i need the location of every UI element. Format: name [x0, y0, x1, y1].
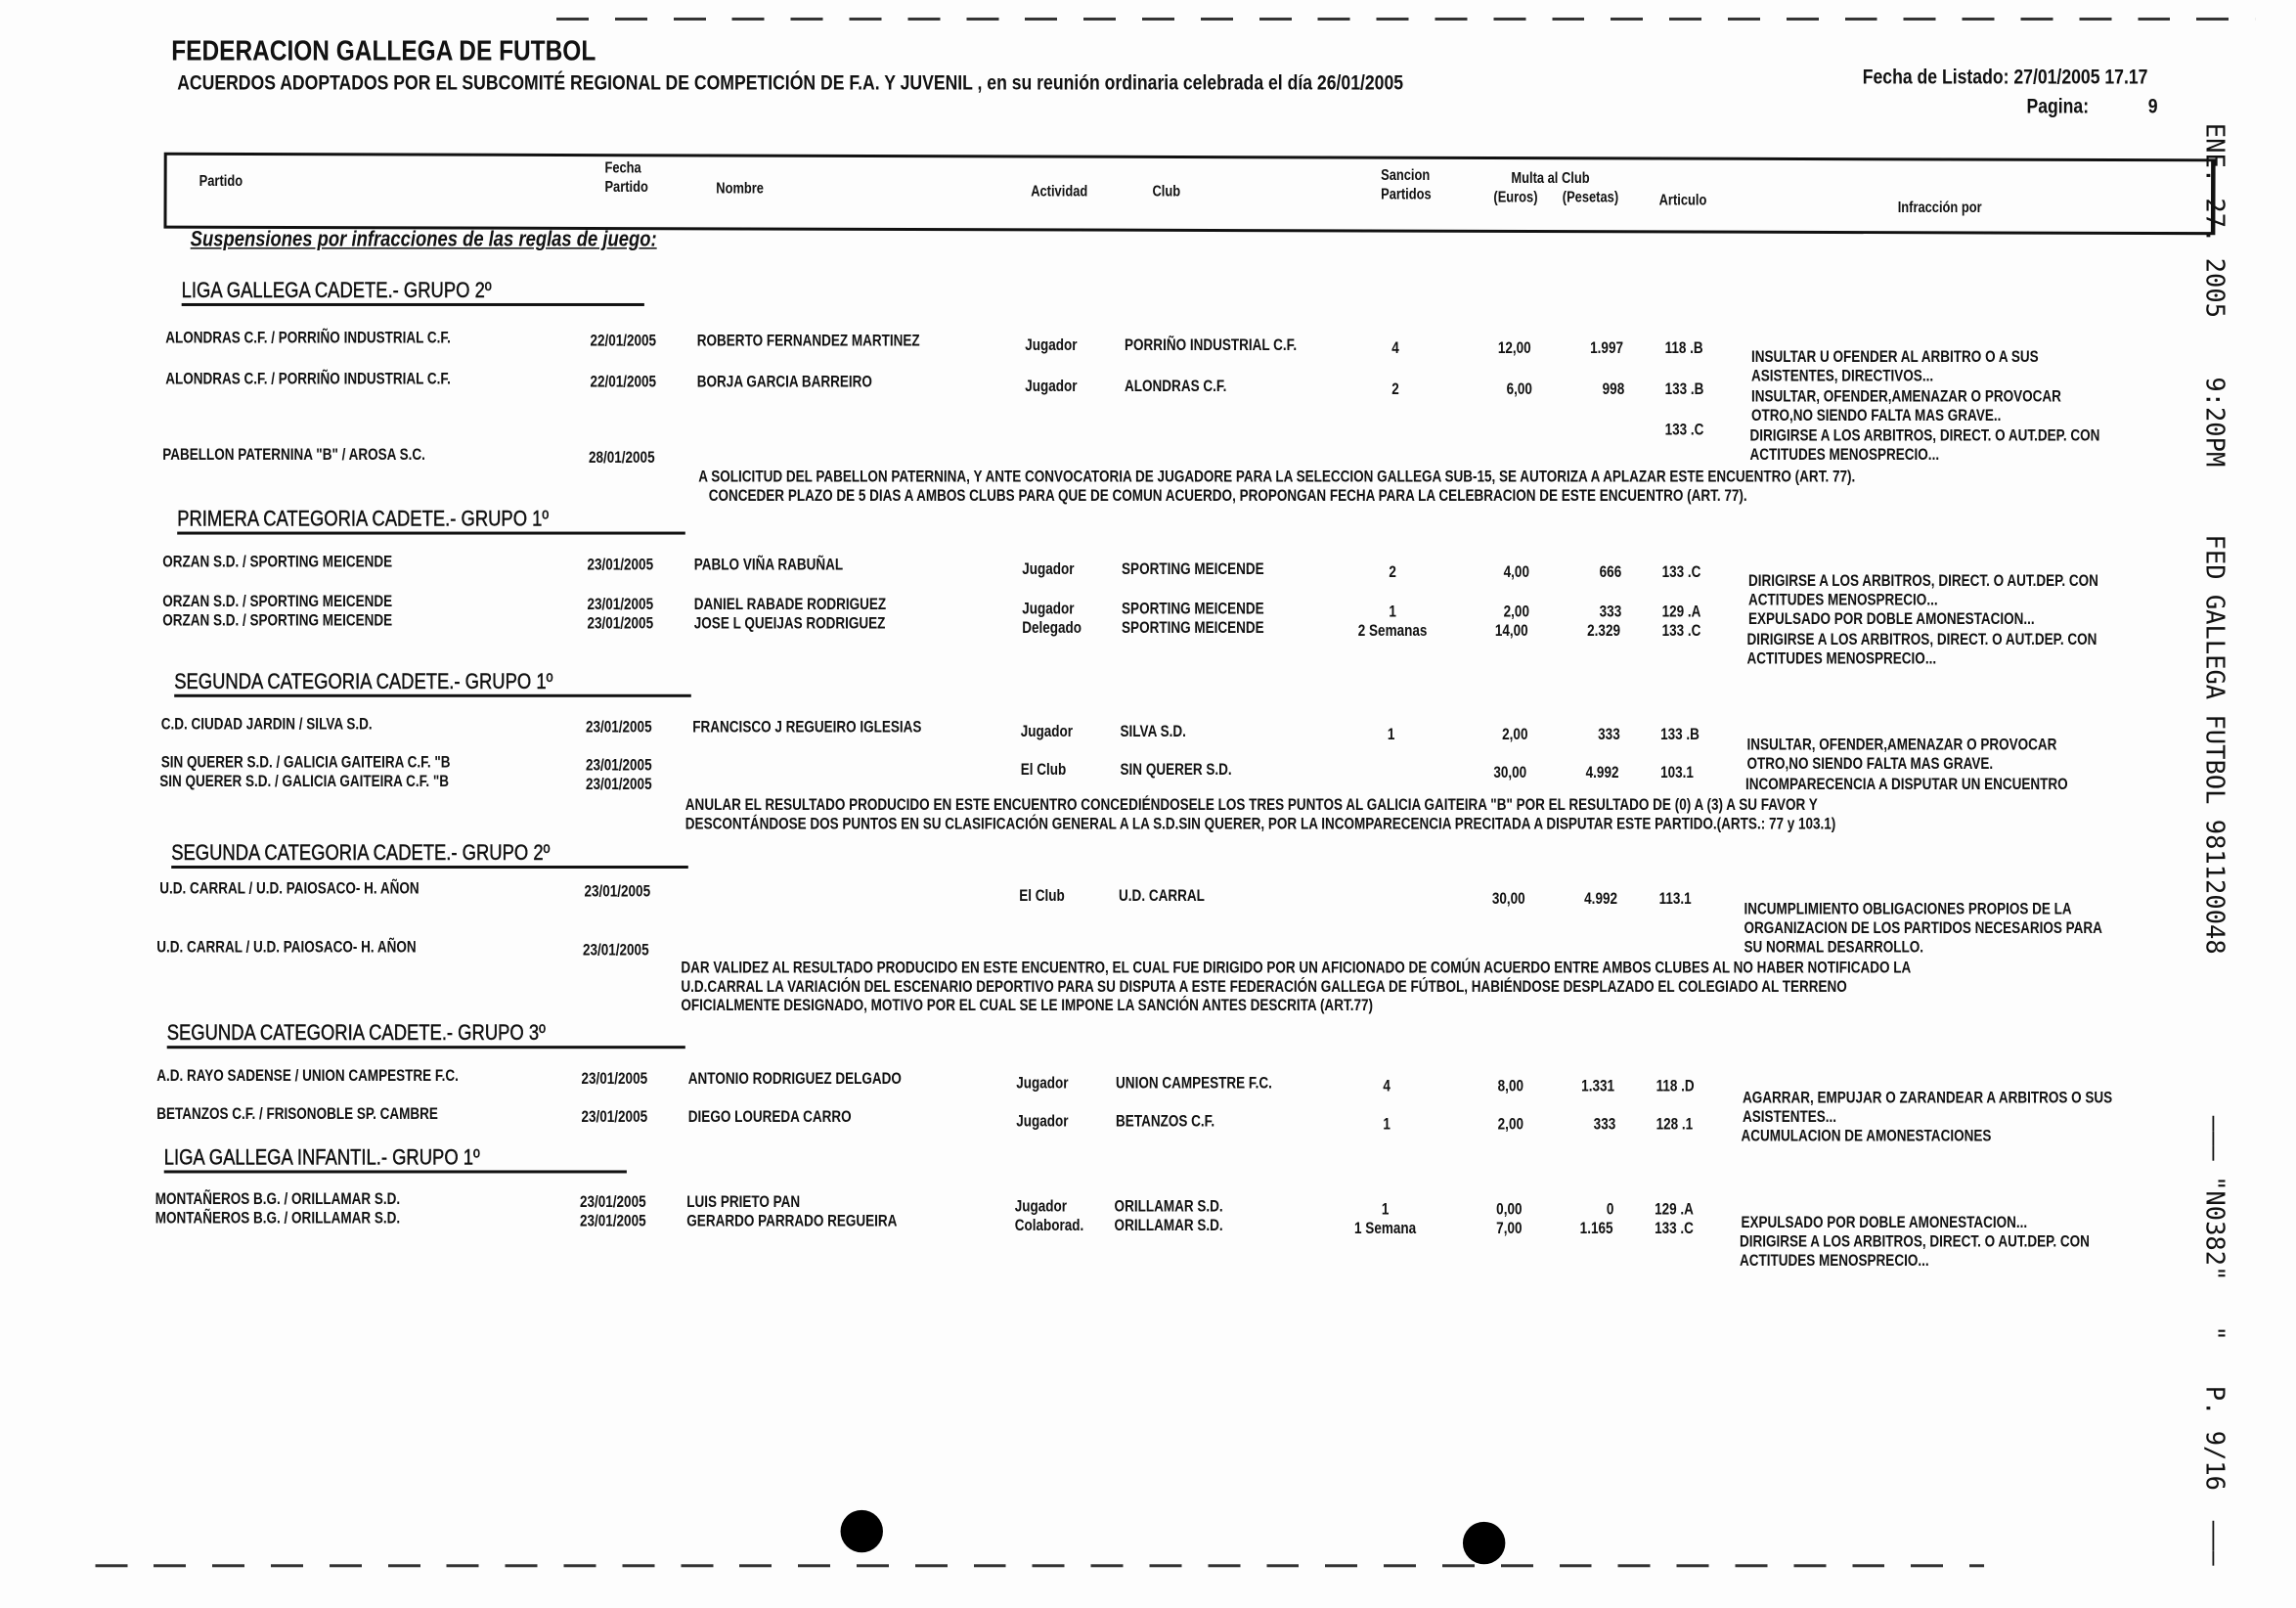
infraccion-text: ACUMULACION DE AMONESTACIONES — [1741, 1128, 1992, 1146]
pesetas-cell: 333 — [1593, 1116, 1615, 1135]
euros-cell: 2,00 — [1497, 1116, 1523, 1135]
group-heading-underline — [182, 303, 644, 305]
infraccion-text: OTRO,NO SIENDO FALTA MAS GRAVE. — [1746, 755, 1994, 774]
infraccion-text: ORGANIZACION DE LOS PARTIDOS NECESARIOS PARA — [1744, 919, 2102, 938]
fecha-cell: 23/01/2005 — [582, 941, 649, 960]
infraccion-text: ASISTENTES... — [1742, 1108, 1837, 1127]
infraccion-text: DIRIGIRSE A LOS ARBITROS, DIRECT. O AUT.DEP. CON — [1746, 631, 2097, 649]
articulo-cell: 118 .D — [1656, 1078, 1695, 1096]
fecha-cell: 23/01/2005 — [584, 882, 651, 901]
infraccion-text: INSULTAR, OFENDER,AMENAZAR O PROVOCAR — [1750, 387, 2061, 406]
infraccion-text: AGARRAR, EMPUJAR O ZARANDEAR A ARBITROS O SUS — [1742, 1090, 2113, 1108]
group-heading: LIGA GALLEGA CADETE.- GRUPO 2º — [181, 278, 492, 303]
euros-cell: 7,00 — [1495, 1220, 1522, 1238]
pesetas-cell: 998 — [1602, 380, 1624, 399]
infraccion-text: SU NORMAL DESARROLLO. — [1744, 938, 1924, 957]
fecha-cell: 23/01/2005 — [581, 1070, 648, 1089]
actividad-cell: Colaborad. — [1014, 1217, 1084, 1235]
infraccion-text: INCUMPLIMIENTO OBLIGACIONES PROPIOS DE LA — [1744, 900, 2072, 918]
group-heading: PRIMERA CATEGORIA CADETE.- GRUPO 1º — [177, 507, 550, 532]
fax-number: N0382 — [2199, 1190, 2230, 1267]
infraccion-text: ACTITUDES MENOSPRECIO... — [1749, 446, 1940, 465]
partido-cell: BETANZOS C.F. / FRISONOBLE SP. CAMBRE — [156, 1105, 438, 1124]
euros-cell: 12,00 — [1498, 339, 1532, 358]
euros-cell: 0,00 — [1495, 1200, 1522, 1219]
resolution-note-line: ANULAR EL RESULTADO PRODUCIDO EN ESTE ENCUENTRO CONCEDIÉNDOSELE LOS TRES PUNTOS AL GALICIA GAITEIRA "B" POR EL RESULTADO DE (0) A (3) A SU FAVOR Y — [684, 796, 1818, 815]
actividad-cell: Delegado — [1022, 619, 1082, 638]
infraccion-text: INSULTAR, OFENDER,AMENAZAR O PROVOCAR — [1746, 737, 2057, 755]
sancion-cell: 4 — [1383, 1078, 1391, 1096]
resolution-note-line: DAR VALIDEZ AL RESULTADO PRODUCIDO EN ESTE ENCUENTRO, EL CUAL FUE DIRIGIDO POR UN AFICIONADO DE COMÚN ACUERDO ENTRE AMBOS CLUBES AL NO HABER NOTIFICADO LA — [681, 959, 1912, 977]
nombre-cell: GERARDO PARRADO REGUEIRA — [686, 1212, 898, 1230]
infraccion-text: EXPULSADO POR DOBLE AMONESTACION... — [1741, 1214, 2028, 1232]
infraccion-text: ACTITUDES MENOSPRECIO... — [1739, 1252, 1929, 1271]
club-cell: SIN QUERER S.D. — [1120, 761, 1232, 780]
fax-time: 9:20PM — [2199, 377, 2230, 468]
euros-cell: 2,00 — [1503, 603, 1529, 621]
pesetas-cell: 1.165 — [1580, 1220, 1614, 1238]
page-number: 9 — [2147, 93, 2158, 117]
fecha-cell: 23/01/2005 — [579, 1212, 646, 1230]
infraccion-text: DIRIGIRSE A LOS ARBITROS, DIRECT. O AUT.DEP. CON — [1749, 427, 2100, 446]
resolution-note-line: A SOLICITUD DEL PABELLON PATERNINA, Y ANTE CONVOCATORIA DE JUGADORE PARA LA SELECCION GALLEGA SUB-15, SE AUTORIZA A APLAZAR ESTE ENCUENTRO (ART. 77). — [698, 469, 1856, 487]
document-title: FEDERACION GALLEGA DE FUTBOL — [171, 36, 596, 67]
fax-transmission-header — [2199, 123, 2229, 1566]
fecha-cell: 23/01/2005 — [585, 719, 652, 737]
fax-separator: ——— " — [2199, 1115, 2230, 1191]
infraccion-text: DIRIGIRSE A LOS ARBITROS, DIRECT. O AUT.DEP. CON — [1747, 572, 2098, 591]
partido-cell: A.D. RAYO SADENSE / UNION CAMPESTRE F.C. — [156, 1067, 459, 1086]
fax-page: P. 9/16 — [2199, 1385, 2230, 1492]
infraccion-text: ASISTENTES, DIRECTIVOS... — [1750, 367, 1934, 385]
fax-date: ENE. 27. 2005 — [2199, 122, 2230, 319]
actividad-cell: El Club — [1019, 887, 1065, 906]
group-heading: SEGUNDA CATEGORIA CADETE.- GRUPO 1º — [174, 669, 553, 694]
fecha-cell: 23/01/2005 — [581, 1108, 648, 1127]
col-header-pesetas: (Pesetas) — [1562, 189, 1619, 207]
club-cell: SPORTING MEICENDE — [1122, 600, 1264, 618]
document-subtitle: ACUERDOS ADOPTADOS POR EL SUBCOMITÉ REGIONAL DE COMPETICIÓN DE F.A. Y JUVENIL , en su reunión ordinaria celebrada el día 26/01/2005 — [177, 69, 1404, 94]
actividad-cell: Jugador — [1025, 336, 1078, 355]
club-cell: ORILLAMAR S.D. — [1114, 1197, 1223, 1216]
col-header-sancion: Sancion — [1381, 166, 1431, 185]
fax-separator: ——— — [2199, 1505, 2230, 1566]
club-cell: SPORTING MEICENDE — [1122, 560, 1264, 579]
articulo-cell: 133 .B — [1660, 726, 1700, 744]
col-header-infraccion: Infracción por — [1897, 199, 1982, 217]
partido-cell: PABELLON PATERNINA "B" / AROSA S.C. — [162, 446, 425, 465]
scan-edge-dashes-bottom — [95, 1564, 1984, 1566]
articulo-cell: 133 .C — [1664, 422, 1704, 440]
col-header-partido: Partido — [199, 172, 243, 191]
pesetas-cell: 1.997 — [1590, 339, 1624, 358]
sancion-cell: 1 Semana — [1354, 1220, 1417, 1238]
euros-cell: 6,00 — [1506, 380, 1532, 399]
sancion-cell: 2 Semanas — [1357, 622, 1428, 641]
col-header-sancion-partidos: Partidos — [1381, 186, 1432, 204]
col-header-club: Club — [1152, 183, 1181, 201]
group-heading: LIGA GALLEGA INFANTIL.- GRUPO 1º — [163, 1145, 480, 1171]
fecha-cell: 23/01/2005 — [585, 757, 652, 776]
resolution-note-line: OFICIALMENTE DESIGNADO, MOTIVO POR EL CUAL SE LE IMPONE LA SANCIÓN ANTES DESCRITA (ART.77) — [681, 997, 1373, 1015]
listing-date: Fecha de Listado: 27/01/2005 17.17 — [1862, 64, 2148, 88]
partido-cell: ORZAN S.D. / SPORTING MEICENDE — [162, 611, 393, 630]
nombre-cell: LUIS PRIETO PAN — [686, 1193, 801, 1212]
sancion-cell: 1 — [1381, 1200, 1390, 1219]
sancion-cell: 1 — [1387, 726, 1395, 744]
fecha-cell: 23/01/2005 — [587, 557, 654, 575]
nombre-cell: PABLO VIÑA RABUÑAL — [693, 557, 844, 575]
partido-cell: ALONDRAS C.F. / PORRIÑO INDUSTRIAL C.F. — [165, 329, 451, 347]
club-cell: SPORTING MEICENDE — [1122, 619, 1264, 638]
col-header-actividad: Actividad — [1031, 183, 1088, 201]
fecha-cell: 22/01/2005 — [590, 332, 657, 350]
partido-cell: SIN QUERER S.D. / GALICIA GAITEIRA C.F. "B — [159, 773, 450, 791]
actividad-cell: Jugador — [1022, 560, 1075, 579]
club-cell: ORILLAMAR S.D. — [1114, 1217, 1223, 1235]
actividad-cell: Jugador — [1025, 378, 1078, 396]
euros-cell: 8,00 — [1497, 1078, 1523, 1096]
articulo-cell: 128 .1 — [1656, 1116, 1694, 1135]
fecha-cell: 23/01/2005 — [587, 614, 654, 633]
fecha-cell: 28/01/2005 — [588, 449, 655, 468]
euros-cell: 30,00 — [1492, 890, 1526, 909]
partido-cell: ORZAN S.D. / SPORTING MEICENDE — [162, 554, 393, 572]
group-heading-underline — [167, 1046, 685, 1048]
sancion-cell: 1 — [1383, 1116, 1391, 1135]
resolution-note-line: U.D.CARRAL LA VARIACIÓN DEL ESCENARIO DEPORTIVO PARA SU DISPUTA A ESTE FEDERACIÓN GALLEGA DE FÚTBOL, HABIÉNDOSE DESPLAZADO EL COLEGIADO AL TERRENO — [681, 978, 1847, 997]
actividad-cell: Jugador — [1016, 1113, 1069, 1132]
nombre-cell: JOSE L QUEIJAS RODRIGUEZ — [693, 614, 886, 633]
pesetas-cell: 333 — [1597, 726, 1620, 744]
sancion-cell: 4 — [1391, 339, 1399, 358]
resolution-note-line: DESCONTÁNDOSE DOS PUNTOS EN SU CLASIFICACIÓN GENERAL A LA S.D.SIN QUERER, POR LA INCOMPARECENCIA PRECITADA A DISPUTAR ESTE PARTIDO.(ARTS.: 77 y 103.1) — [684, 816, 1836, 834]
actividad-cell: Jugador — [1022, 600, 1075, 618]
fecha-cell: 23/01/2005 — [579, 1193, 646, 1212]
infraccion-text: ACTITUDES MENOSPRECIO... — [1746, 649, 1937, 668]
group-heading-underline — [164, 1170, 627, 1172]
col-header-articulo: Articulo — [1658, 192, 1707, 210]
partido-cell: MONTAÑEROS B.G. / ORILLAMAR S.D. — [155, 1209, 401, 1228]
nombre-cell: BORJA GARCIA BARREIRO — [696, 373, 872, 391]
group-heading: SEGUNDA CATEGORIA CADETE.- GRUPO 3º — [166, 1020, 546, 1047]
pesetas-cell: 4.992 — [1584, 890, 1618, 909]
fecha-cell: 23/01/2005 — [585, 776, 652, 794]
articulo-cell: 129 .A — [1655, 1200, 1694, 1219]
actividad-cell: Jugador — [1016, 1075, 1069, 1094]
page-label: Pagina: — [2026, 93, 2090, 117]
articulo-cell: 113.1 — [1658, 890, 1692, 909]
articulo-cell: 133 .B — [1664, 380, 1704, 399]
nombre-cell: FRANCISCO J REGUEIRO IGLESIAS — [692, 719, 922, 737]
articulo-cell: 133 .C — [1661, 563, 1701, 582]
club-cell: BETANZOS C.F. — [1116, 1113, 1215, 1132]
club-cell: U.D. CARRAL — [1119, 887, 1205, 906]
nombre-cell: ROBERTO FERNANDEZ MARTINEZ — [696, 332, 920, 350]
euros-cell: 2,00 — [1501, 726, 1527, 744]
fecha-cell: 22/01/2005 — [590, 373, 657, 391]
nombre-cell: DIEGO LOUREDA CARRO — [687, 1108, 852, 1127]
articulo-cell: 133 .C — [1661, 622, 1701, 641]
club-cell: PORRIÑO INDUSTRIAL C.F. — [1125, 336, 1298, 355]
fax-separator: " " — [2199, 1266, 2230, 1371]
col-header-euros: (Euros) — [1493, 189, 1538, 207]
euros-cell: 4,00 — [1503, 563, 1529, 582]
nombre-cell: DANIEL RABADE RODRIGUEZ — [693, 596, 887, 614]
club-cell: ALONDRAS C.F. — [1125, 378, 1227, 396]
partido-cell: U.D. CARRAL / U.D. PAIOSACO- H. AÑON — [159, 879, 419, 898]
partido-cell: MONTAÑEROS B.G. / ORILLAMAR S.D. — [155, 1190, 401, 1209]
articulo-cell: 133 .C — [1655, 1220, 1694, 1238]
pesetas-cell: 2.329 — [1587, 622, 1621, 641]
col-header-fecha: Fecha — [604, 159, 641, 178]
partido-cell: SIN QUERER S.D. / GALICIA GAITEIRA C.F. "B — [160, 754, 451, 773]
sancion-cell: 2 — [1389, 563, 1396, 582]
fecha-cell: 23/01/2005 — [587, 596, 654, 614]
resolution-note-line: CONCEDER PLAZO DE 5 DIAS A AMBOS CLUBS PARA QUE DE COMUN ACUERDO, PROPONGAN FECHA PARA LA CELEBRACION DE ESTE ENCUENTRO (ART. 77). — [708, 487, 1747, 506]
euros-cell: 30,00 — [1494, 764, 1527, 782]
club-cell: UNION CAMPESTRE F.C. — [1116, 1075, 1272, 1094]
col-header-fecha-partido: Partido — [604, 178, 648, 197]
fax-sender: FED GALLEGA FUTBOL 981120048 — [2199, 534, 2230, 955]
partido-cell: ALONDRAS C.F. / PORRIÑO INDUSTRIAL C.F. — [165, 370, 451, 388]
group-heading-underline — [171, 866, 688, 868]
partido-cell: U.D. CARRAL / U.D. PAIOSACO- H. AÑON — [156, 938, 417, 957]
sancion-cell: 2 — [1391, 380, 1399, 399]
pesetas-cell: 1.331 — [1581, 1078, 1615, 1096]
pesetas-cell: 4.992 — [1586, 764, 1620, 782]
col-header-nombre: Nombre — [716, 180, 764, 199]
pesetas-cell: 666 — [1599, 563, 1621, 582]
punch-hole-mark — [841, 1510, 883, 1552]
scan-edge-dashes-top — [556, 18, 2255, 20]
articulo-cell: 103.1 — [1660, 764, 1694, 782]
articulo-cell: 129 .A — [1661, 603, 1701, 621]
club-cell: SILVA S.D. — [1120, 723, 1186, 741]
group-heading-underline — [177, 532, 685, 534]
sancion-cell: 1 — [1389, 603, 1396, 621]
nombre-cell: ANTONIO RODRIGUEZ DELGADO — [687, 1070, 902, 1089]
articulo-cell: 118 .B — [1664, 339, 1703, 358]
infraccion-text: DIRIGIRSE A LOS ARBITROS, DIRECT. O AUT.DEP. CON — [1739, 1232, 2090, 1251]
actividad-cell: Jugador — [1020, 723, 1074, 741]
infraccion-text: EXPULSADO POR DOBLE AMONESTACION... — [1747, 610, 2035, 629]
table-header-box — [163, 153, 2215, 235]
euros-cell: 14,00 — [1495, 622, 1529, 641]
infraccion-text: OTRO,NO SIENDO FALTA MAS GRAVE.. — [1750, 407, 2002, 425]
actividad-cell: Jugador — [1014, 1197, 1068, 1216]
pesetas-cell: 333 — [1599, 603, 1621, 621]
pesetas-cell: 0 — [1606, 1200, 1614, 1219]
group-heading: SEGUNDA CATEGORIA CADETE.- GRUPO 2º — [171, 840, 551, 866]
group-heading-underline — [174, 694, 691, 696]
infraccion-text: INCOMPARECENCIA A DISPUTAR UN ENCUENTRO — [1744, 776, 2068, 794]
section-heading: Suspensiones por infracciones de las reglas de juego: — [190, 227, 657, 252]
col-header-multa: Multa al Club — [1511, 169, 1590, 188]
partido-cell: ORZAN S.D. / SPORTING MEICENDE — [162, 593, 393, 611]
infraccion-text: INSULTAR U OFENDER AL ARBITRO O A SUS — [1750, 348, 2039, 367]
partido-cell: C.D. CIUDAD JARDIN / SILVA S.D. — [160, 716, 373, 735]
punch-hole-mark — [1463, 1522, 1505, 1564]
actividad-cell: El Club — [1020, 761, 1067, 780]
infraccion-text: ACTITUDES MENOSPRECIO... — [1747, 591, 1938, 609]
